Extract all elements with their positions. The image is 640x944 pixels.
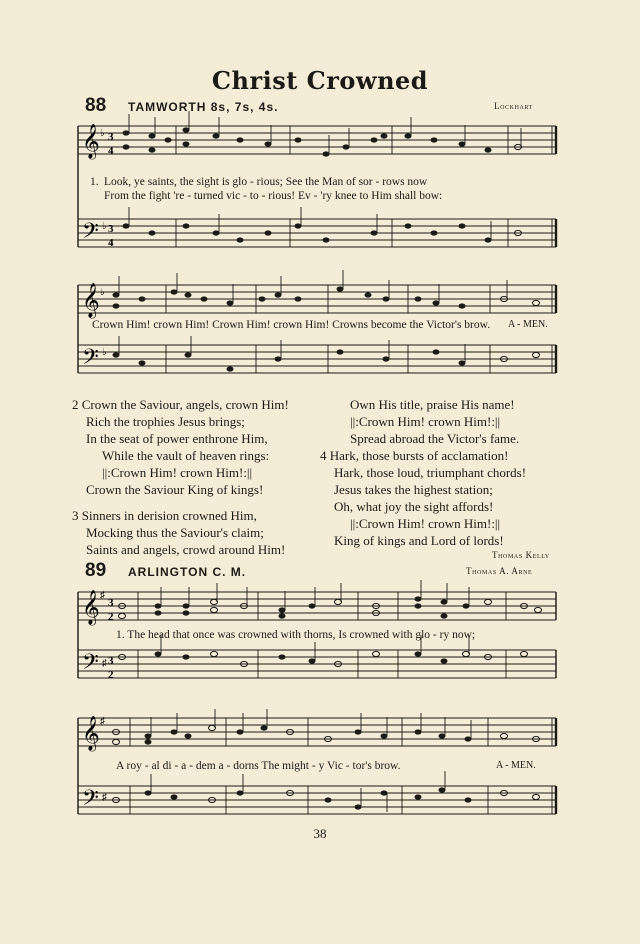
verse-line: Crown the Saviour King of kings! [86, 482, 264, 497]
verse-line: Spread abroad the Victor's fame. [350, 431, 520, 446]
verse-line: 3 Sinners in derision crowned Him, [72, 508, 257, 523]
svg-text:𝄞: 𝄞 [82, 124, 100, 159]
svg-text:♭: ♭ [100, 287, 105, 298]
hymn-88-lyrics-line-2: From the fight 're - turned vic - to - rious! Ev - 'ry knee to Him shall bow: [104, 190, 443, 202]
svg-text:𝄞: 𝄞 [82, 590, 100, 625]
hymn-89-composer: Thomas A. Arne [466, 566, 533, 576]
svg-text:4: 4 [108, 237, 114, 249]
svg-text:3: 3 [108, 223, 114, 235]
svg-text:♭: ♭ [102, 221, 107, 232]
hymn-88-verses-right [320, 396, 526, 549]
hymn-88-number: 88 [85, 95, 107, 116]
svg-text:𝄢: 𝄢 [82, 786, 99, 816]
verse-line: King of kings and Lord of lords! [334, 533, 504, 548]
svg-text:𝄢: 𝄢 [82, 345, 99, 375]
hymn-88-amen: A - MEN. [508, 319, 548, 330]
verse-line: ||:Crown Him! crown Him!:|| [350, 414, 501, 429]
svg-text:𝄢: 𝄢 [82, 650, 99, 680]
svg-text:♭: ♭ [102, 347, 107, 358]
hymn-89-lyrics-line-2: A roy - al di - a - dem a - dorns The might - y Vic - tor's brow. [116, 760, 401, 772]
page-number: 38 [313, 826, 327, 841]
verse-line: Jesus takes the highest station; [334, 482, 493, 497]
svg-text:♯: ♯ [100, 590, 105, 601]
verse-line: Hark, those loud, triumphant chords! [334, 465, 527, 480]
verse-line: Saints and angels, crowd around Him! [86, 542, 286, 557]
hymn-89-number: 89 [85, 560, 107, 581]
verse-line: ||:Crown Him! crown Him!:|| [102, 465, 253, 480]
verse-line: While the vault of heaven rings: [102, 448, 270, 463]
svg-text:♯: ♯ [102, 658, 107, 669]
svg-text:𝄢: 𝄢 [82, 219, 99, 249]
hymn-88-system-2 [78, 283, 558, 383]
verse-line: Own His title, praise His name! [350, 397, 515, 412]
hymn-88-composer: Lockhart [494, 101, 533, 111]
svg-text:𝄞: 𝄞 [82, 283, 100, 318]
page-title: Christ Crowned [211, 66, 429, 95]
hymn-89-tune: ARLINGTON C. M. [128, 565, 247, 579]
verse-line: Oh, what joy the sight affords! [334, 499, 494, 514]
svg-text:2: 2 [108, 669, 114, 681]
svg-text:♯: ♯ [102, 792, 107, 803]
svg-text:♭: ♭ [100, 128, 105, 139]
svg-text:𝄞: 𝄞 [82, 716, 100, 751]
svg-text:3: 3 [108, 655, 114, 667]
verse-line: 2 Crown the Saviour, angels, crown Him! [72, 397, 289, 412]
svg-text:♯: ♯ [100, 716, 105, 727]
hymn-88-author: Thomas Kelly [492, 550, 550, 560]
hymn-88-verse-number: 1. [90, 176, 99, 188]
svg-text:3: 3 [108, 597, 114, 609]
hymn-88-lyrics-line-1: Look, ye saints, the sight is glo - rious; See the Man of sor - rows now [104, 176, 428, 188]
verse-line: ||:Crown Him! crown Him!:|| [350, 516, 501, 531]
hymn-89-amen: A - MEN. [496, 760, 536, 771]
verse-line: In the seat of power enthrone Him, [86, 431, 268, 446]
verse-line: 4 Hark, those bursts of acclamation! [320, 448, 509, 463]
hymn-88-refrain: Crown Him! crown Him! Crown Him! crown Him! Crowns become the Victor's brow. [92, 319, 491, 331]
verse-line: Mocking thus the Saviour's claim; [86, 525, 264, 540]
svg-text:2: 2 [108, 611, 114, 623]
svg-text:4: 4 [108, 145, 114, 157]
svg-text:3: 3 [108, 131, 114, 143]
hymn-89-lyrics-line-1: 1. The head that once was crowned with thorns, Is crowned with glo - ry now; [116, 629, 476, 641]
hymn-88-verses-left [72, 396, 289, 558]
hymn-88-tune: TAMWORTH 8s, 7s, 4s. [128, 100, 279, 114]
verse-line: Rich the trophies Jesus brings; [86, 414, 245, 429]
